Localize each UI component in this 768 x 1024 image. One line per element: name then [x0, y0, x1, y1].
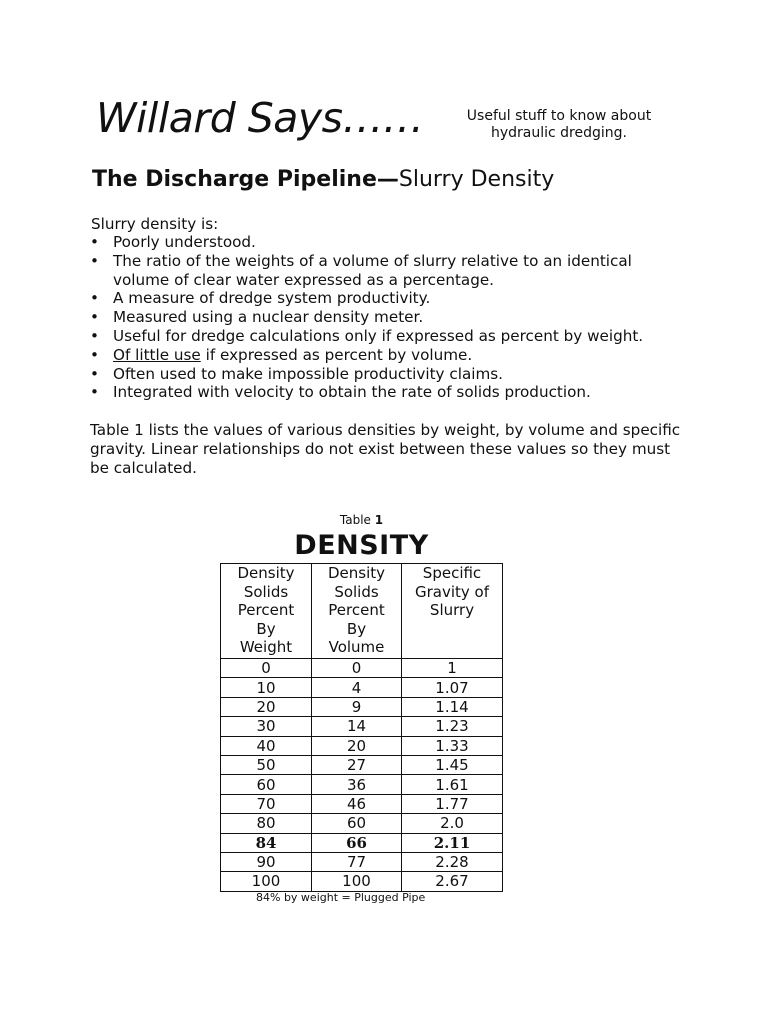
cell-weight: 0 [221, 659, 312, 678]
cell-volume: 27 [312, 755, 402, 774]
cell-weight: 100 [221, 872, 312, 891]
cell-specific-gravity: 1.07 [402, 678, 503, 697]
cell-volume: 46 [312, 794, 402, 813]
cell-specific-gravity: 2.11 [402, 833, 503, 852]
table-row [221, 697, 503, 716]
list-item-text: Often used to make impossible productivity claims. [113, 364, 504, 383]
list-item [90, 289, 690, 308]
table-row [221, 794, 503, 813]
cell-specific-gravity: 1.33 [402, 736, 503, 755]
cell-weight: 80 [221, 814, 312, 833]
table-row [221, 814, 503, 833]
header-line: Percent [237, 601, 295, 620]
list-item-text: The ratio of the weights of a volume of slurry relative to an identical volume of clear water expressed as a percentage. [113, 251, 632, 289]
cell-weight: 20 [221, 697, 312, 716]
cell-volume: 36 [312, 775, 402, 794]
table-caption [220, 513, 503, 527]
header-line: Density [327, 564, 386, 582]
cell-specific-gravity: 2.28 [402, 852, 503, 871]
cell-weight: 40 [221, 736, 312, 755]
intro-text: Slurry density is: [91, 215, 219, 233]
header-line: Solids [334, 582, 379, 601]
list-item-text: Measured using a nuclear density meter. [113, 308, 424, 327]
header-weight [221, 564, 312, 659]
header-line: By [346, 619, 367, 638]
list-item [90, 233, 690, 252]
header-line: Weight [239, 638, 293, 657]
page-title [92, 169, 554, 191]
bullet-icon: • [90, 233, 99, 251]
cell-volume: 9 [312, 697, 402, 716]
bullet-list [90, 233, 690, 402]
list-item [90, 365, 690, 384]
header-line: Specific [422, 564, 482, 582]
list-item [90, 327, 690, 346]
cell-specific-gravity: 2.67 [402, 872, 503, 891]
cell-weight: 90 [221, 852, 312, 871]
header-line: Density [237, 564, 295, 582]
list-item [90, 346, 690, 365]
table-row [221, 659, 503, 678]
cell-specific-gravity: 1 [402, 659, 503, 678]
table-caption-number: 1 [374, 513, 384, 527]
body-paragraph: Table 1 lists the values of various densities by weight, by volume and specific gravity. Linear relationships do not exist between these values so they must be calculated. [90, 421, 681, 477]
list-item-text: if expressed as percent by volume. [200, 345, 473, 364]
cell-volume: 0 [312, 659, 402, 678]
bullet-icon: • [90, 364, 99, 383]
bullet-icon: • [90, 383, 99, 402]
list-item-text: Poorly understood. [113, 233, 256, 251]
cell-weight: 10 [221, 678, 312, 697]
cell-weight: 60 [221, 775, 312, 794]
cell-specific-gravity: 2.0 [402, 814, 503, 833]
table-caption-prefix: Table [339, 513, 375, 527]
cell-weight: 84 [221, 833, 312, 852]
header-line: Volume [328, 638, 385, 657]
list-item-text: Integrated with velocity to obtain the rate of solids production. [113, 383, 591, 402]
bullet-icon: • [90, 308, 99, 327]
bullet-icon: • [90, 289, 99, 308]
table-row [221, 717, 503, 736]
page-title-sub: Slurry Density [398, 167, 555, 192]
cell-specific-gravity: 1.14 [402, 697, 503, 716]
list-item [90, 383, 690, 402]
table-header-row [221, 564, 503, 659]
cell-volume: 60 [312, 814, 402, 833]
tagline: Useful stuff to know about hydraulic dredging. [466, 108, 652, 141]
bullet-icon: • [90, 251, 99, 270]
bullet-icon: • [90, 326, 99, 345]
header-line: By [256, 619, 276, 638]
cell-weight: 70 [221, 794, 312, 813]
cell-volume: 77 [312, 852, 402, 871]
list-item-text: A measure of dredge system productivity. [113, 289, 431, 308]
cell-weight: 50 [221, 755, 312, 774]
header-volume [312, 564, 402, 659]
header-specific-gravity [402, 564, 503, 659]
list-item-text: Useful for dredge calculations only if expressed as percent by weight. [113, 326, 644, 345]
table-row [221, 736, 503, 755]
cell-volume: 66 [312, 833, 402, 852]
cell-volume: 100 [312, 872, 402, 891]
cell-specific-gravity: 1.23 [402, 717, 503, 736]
cell-specific-gravity: 1.61 [402, 775, 503, 794]
cell-specific-gravity: 1.77 [402, 794, 503, 813]
table-row [221, 755, 503, 774]
cell-specific-gravity: 1.45 [402, 755, 503, 774]
table-row [221, 775, 503, 794]
header-line: Gravity of [414, 582, 489, 601]
cell-volume: 20 [312, 736, 402, 755]
header-line: Solids [243, 582, 289, 601]
table-footnote: 84% by weight = Plugged Pipe [256, 891, 426, 904]
header-line: Percent [328, 601, 385, 620]
list-item [90, 252, 690, 290]
table-row [221, 833, 503, 852]
table-body [221, 659, 503, 892]
cell-weight: 30 [221, 717, 312, 736]
page-title-main: The Discharge Pipeline— [92, 167, 399, 192]
density-table [220, 563, 503, 892]
bullet-icon: • [90, 345, 99, 364]
cell-volume: 4 [312, 678, 402, 697]
cell-volume: 14 [312, 717, 402, 736]
table-title: DENSITY [294, 530, 429, 561]
brand-title: Willard Says…… [96, 94, 424, 142]
table-row [221, 678, 503, 697]
list-item-emphasis: Of little use [113, 345, 201, 364]
table-row [221, 872, 503, 891]
list-item [90, 308, 690, 327]
header-line: Slurry [429, 601, 475, 620]
table-row [221, 852, 503, 871]
